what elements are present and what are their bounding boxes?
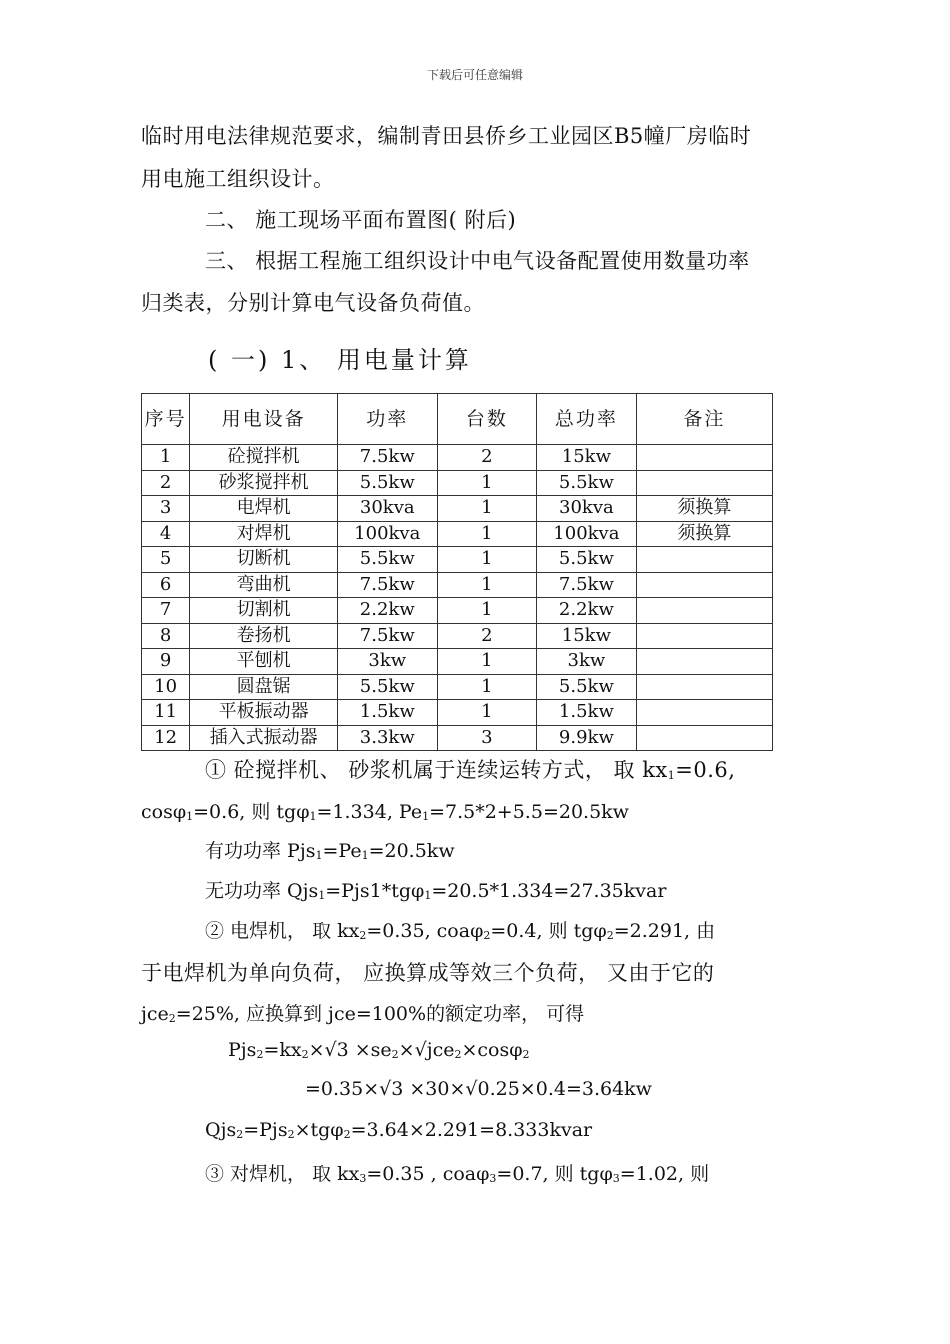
cell-equipment: 插入式振动器: [190, 725, 338, 751]
calc-1-line-1: ① 砼搅拌机、 砂浆机属于连续运转方式， 取 $kx_1=0.6$,: [205, 758, 736, 782]
cell-index: 12: [142, 725, 190, 751]
cell-equipment: 对焊机: [190, 521, 338, 547]
cell-power: 30kva: [337, 496, 437, 522]
cell-power: 7.5kw: [337, 445, 437, 471]
table-row: [142, 496, 773, 522]
cell-count: 1: [437, 674, 537, 700]
cell-power: 3kw: [337, 649, 437, 675]
calc-1-reactive-power: 无功功率 Qjs$_1$=Pjs1*tgφ$_1$=20.5*1.334=27.35kvar: [205, 880, 667, 902]
paragraph-3-line-1: 三、 根据工程施工组织设计中电气设备配置使用数量功率: [205, 249, 750, 273]
cell-count: 3: [437, 725, 537, 751]
table-row: [142, 572, 773, 598]
paragraph-3-line-2: 归类表，分别计算电气设备负荷值。: [141, 291, 485, 315]
cell-power: 7.5kw: [337, 623, 437, 649]
cell-total: 5.5kw: [537, 674, 637, 700]
table-row: [142, 649, 773, 675]
calc-3-line-1: ③ 对焊机， 取 $kx_3=0.35$ , coaφ$_3$=0.7, 则 tgφ$_3$=1.02, 则: [205, 1163, 710, 1185]
cell-power: 1.5kw: [337, 700, 437, 726]
table-row: [142, 700, 773, 726]
cell-equipment: 砂浆搅拌机: [190, 470, 338, 496]
cell-equipment: 卷扬机: [190, 623, 338, 649]
cell-remark: [636, 649, 772, 675]
calc-1-line-2: cosφ$_1$=0.6, 则 tgφ$_1$=1.334, $Pe_1=7.5*2+5.5=20.5kw$: [141, 801, 629, 823]
page-header-note: 下载后可任意编辑: [426, 68, 523, 82]
table-row: [142, 547, 773, 573]
header-cell-total: 总功率: [537, 394, 637, 445]
cell-index: 4: [142, 521, 190, 547]
cell-count: 1: [437, 470, 537, 496]
cell-remark: 须换算: [636, 496, 772, 522]
table-row: [142, 521, 773, 547]
cell-equipment: 切割机: [190, 598, 338, 624]
section-title: ( 一) 1、 用电量计算: [208, 346, 472, 374]
table-row: [142, 445, 773, 471]
cell-equipment: 圆盘锯: [190, 674, 338, 700]
calc-2-line-2: 于电焊机为单向负荷， 应换算成等效三个负荷， 又由于它的: [141, 961, 715, 985]
table-row: [142, 623, 773, 649]
cell-total: 5.5kw: [537, 547, 637, 573]
header-cell-index: 序号: [142, 394, 190, 445]
cell-total: 3kw: [537, 649, 637, 675]
cell-index: 10: [142, 674, 190, 700]
cell-equipment: 切断机: [190, 547, 338, 573]
cell-total: 100kva: [537, 521, 637, 547]
cell-total: 7.5kw: [537, 572, 637, 598]
paragraph-2: 二、 施工现场平面布置图( 附后): [205, 208, 517, 232]
cell-total: 2.2kw: [537, 598, 637, 624]
cell-total: 5.5kw: [537, 470, 637, 496]
cell-remark: [636, 547, 772, 573]
cell-remark: [636, 725, 772, 751]
cell-total: 30kva: [537, 496, 637, 522]
cell-remark: [636, 623, 772, 649]
cell-count: 1: [437, 649, 537, 675]
cell-total: 1.5kw: [537, 700, 637, 726]
table-header-row: [142, 394, 773, 445]
cell-total: 15kw: [537, 623, 637, 649]
cell-count: 2: [437, 445, 537, 471]
cell-equipment: 弯曲机: [190, 572, 338, 598]
cell-power: 5.5kw: [337, 547, 437, 573]
cell-remark: [636, 598, 772, 624]
header-cell-count: 台数: [437, 394, 537, 445]
cell-power: 5.5kw: [337, 470, 437, 496]
cell-equipment: 平刨机: [190, 649, 338, 675]
formula-qjs2: Qjs$_2$=Pjs$_2$×tgφ$_2$=3.64×2.291=8.333kvar: [205, 1119, 593, 1141]
cell-count: 1: [437, 496, 537, 522]
cell-equipment: 平板振动器: [190, 700, 338, 726]
calc-2-line-3: jce$_2$=25%, 应换算到 jce=100%的额定功率， 可得: [141, 1003, 585, 1025]
cell-power: 5.5kw: [337, 674, 437, 700]
cell-index: 3: [142, 496, 190, 522]
cell-remark: [636, 470, 772, 496]
cell-power: 7.5kw: [337, 572, 437, 598]
cell-power: 2.2kw: [337, 598, 437, 624]
cell-power: 100kva: [337, 521, 437, 547]
cell-total: 15kw: [537, 445, 637, 471]
cell-power: 3.3kw: [337, 725, 437, 751]
paragraph-1-line-2: 用电施工组织设计。: [141, 167, 335, 191]
header-cell-equipment: 用电设备: [190, 394, 338, 445]
cell-remark: [636, 572, 772, 598]
cell-remark: [636, 700, 772, 726]
cell-count: 1: [437, 547, 537, 573]
calc-2-line-1: ② 电焊机， 取 $kx_2=0.35$, coaφ$_2$=0.4, 则 tgφ$_2$=2.291, 由: [205, 920, 716, 942]
cell-equipment: 电焊机: [190, 496, 338, 522]
cell-remark: [636, 445, 772, 471]
paragraph-1-line-1: 临时用电法律规范要求，编制青田县侨乡工业园区B5幢厂房临时: [141, 124, 752, 148]
cell-index: 8: [142, 623, 190, 649]
cell-index: 2: [142, 470, 190, 496]
cell-equipment: 砼搅拌机: [190, 445, 338, 471]
equipment-table: [141, 393, 773, 751]
table-row: [142, 470, 773, 496]
calc-1-active-power: 有功功率 $Pjs_1=Pe_1=20.5kw$: [205, 840, 455, 862]
cell-index: 5: [142, 547, 190, 573]
cell-total: 9.9kw: [537, 725, 637, 751]
table-row: [142, 598, 773, 624]
formula-pjs2-result: =0.35×√3 ×30×√0.25×0.4=3.64kw: [305, 1078, 652, 1100]
cell-index: 6: [142, 572, 190, 598]
cell-remark: 须换算: [636, 521, 772, 547]
table-row: [142, 725, 773, 751]
cell-count: 1: [437, 572, 537, 598]
cell-index: 1: [142, 445, 190, 471]
cell-index: 11: [142, 700, 190, 726]
cell-index: 9: [142, 649, 190, 675]
cell-count: 2: [437, 623, 537, 649]
table-row: [142, 674, 773, 700]
header-cell-power: 功率: [337, 394, 437, 445]
cell-count: 1: [437, 598, 537, 624]
cell-count: 1: [437, 700, 537, 726]
cell-remark: [636, 674, 772, 700]
header-cell-remark: 备注: [636, 394, 772, 445]
formula-pjs2: $Pjs_2=kx_2\times√3 \times se_2\times√jce_2\times\cos\varphi_2$: [228, 1039, 530, 1061]
cell-index: 7: [142, 598, 190, 624]
cell-count: 1: [437, 521, 537, 547]
